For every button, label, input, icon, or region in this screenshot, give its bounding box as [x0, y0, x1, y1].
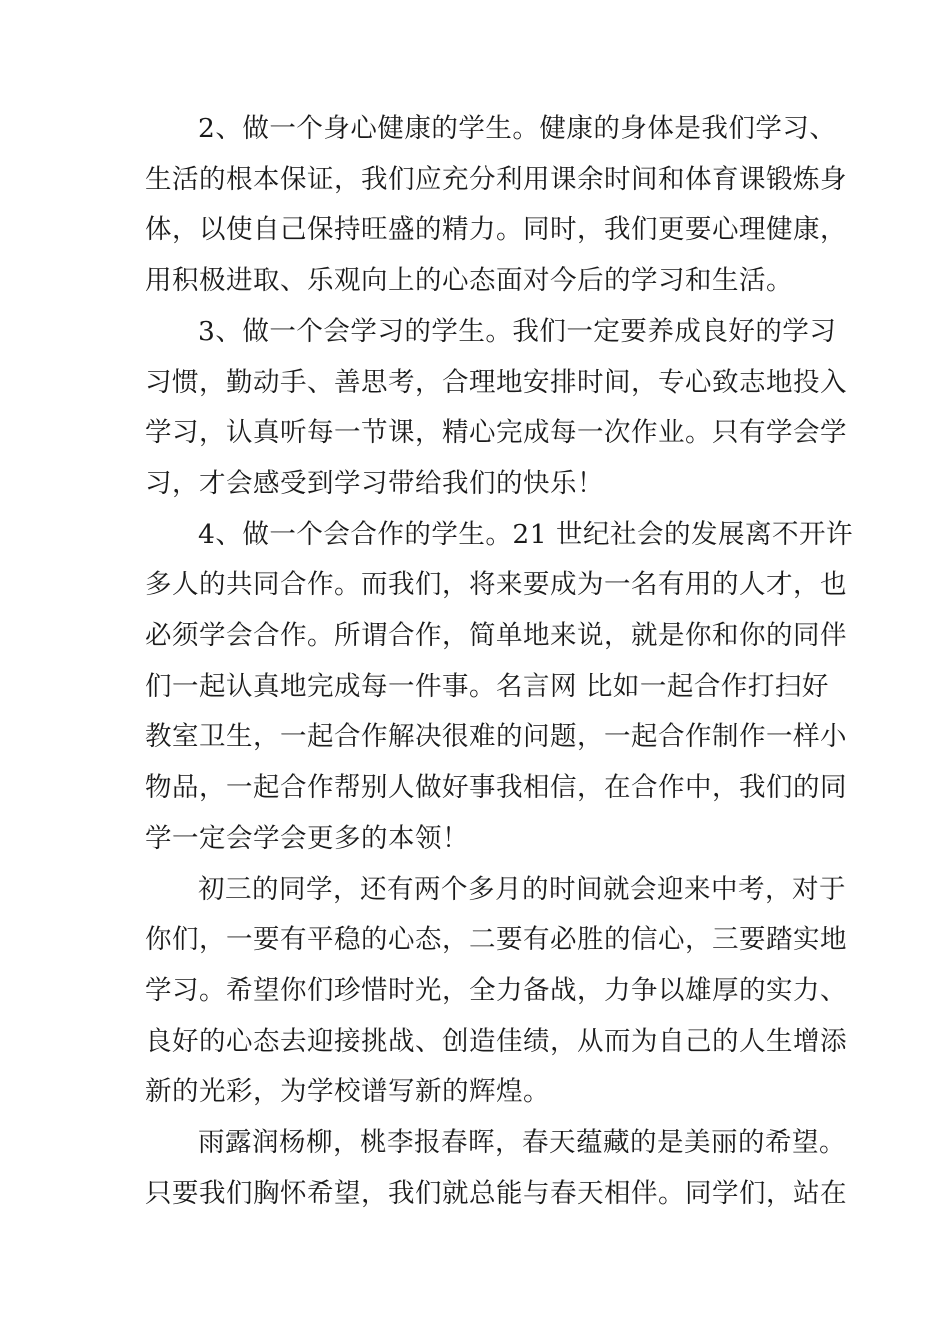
text-line: 你们，一要有平稳的心态，二要有必胜的信心，三要踏实地 — [145, 924, 847, 956]
text-line: 学习。希望你们珍惜时光，全力备战，力争以雄厚的实力、 — [145, 974, 847, 1006]
document-page — [145, 104, 854, 1219]
text-line: 新的光彩，为学校谱写新的辉煌。 — [145, 1076, 550, 1108]
paragraph-cooperative-student — [145, 510, 854, 865]
paragraph-grade-nine — [145, 865, 847, 1119]
text-line: 们一起认真地完成每一件事。名言网 比如一起合作打扫好 — [145, 670, 829, 702]
text-line: 初三的同学，还有两个多月的时间就会迎来中考，对于 — [198, 873, 846, 905]
paragraph-learning-student — [145, 307, 847, 510]
text-line: 教室卫生，一起合作解决很难的问题，一起合作制作一样小 — [145, 721, 847, 753]
text-line: 2、做一个身心健康的学生。健康的身体是我们学习、 — [198, 113, 837, 144]
text-line: 学习，认真听每一节课，精心完成每一次作业。只有学会学 — [145, 417, 847, 449]
text-line: 物品，一起合作帮别人做好事我相信，在合作中，我们的同 — [145, 772, 847, 804]
text-line: 只要我们胸怀希望，我们就总能与春天相伴。同学们，站在 — [145, 1177, 847, 1209]
text-line: 必须学会合作。所谓合作，简单地来说，就是你和你的同伴 — [145, 620, 847, 652]
paragraph-healthy-student — [145, 104, 847, 307]
text-line: 学一定会学会更多的本领！ — [145, 822, 469, 854]
text-line: 体，以使自己保持旺盛的精力。同时，我们更要心理健康， — [145, 214, 847, 246]
text-line: 习，才会感受到学习带给我们的快乐！ — [145, 467, 604, 499]
text-line: 多人的共同合作。而我们，将来要成为一名有用的人才，也 — [145, 569, 847, 601]
text-line: 4、做一个会合作的学生。21 世纪社会的发展离不开许 — [198, 518, 854, 550]
text-line: 雨露润杨柳，桃李报春晖，春天蕴藏的是美丽的希望。 — [198, 1127, 846, 1159]
text-line: 良好的心态去迎接挑战、创造佳绩，从而为自己的人生增添 — [145, 1025, 847, 1057]
text-line: 生活的根本保证，我们应充分利用课余时间和体育课锻炼身 — [145, 163, 847, 195]
paragraph-spring-hope — [145, 1118, 847, 1219]
text-line: 3、做一个会学习的学生。我们一定要养成良好的学习 — [198, 315, 837, 347]
text-line: 用积极进取、乐观向上的心态面对今后的学习和生活。 — [145, 265, 793, 297]
text-line: 习惯，勤动手、善思考，合理地安排时间，专心致志地投入 — [145, 366, 847, 398]
